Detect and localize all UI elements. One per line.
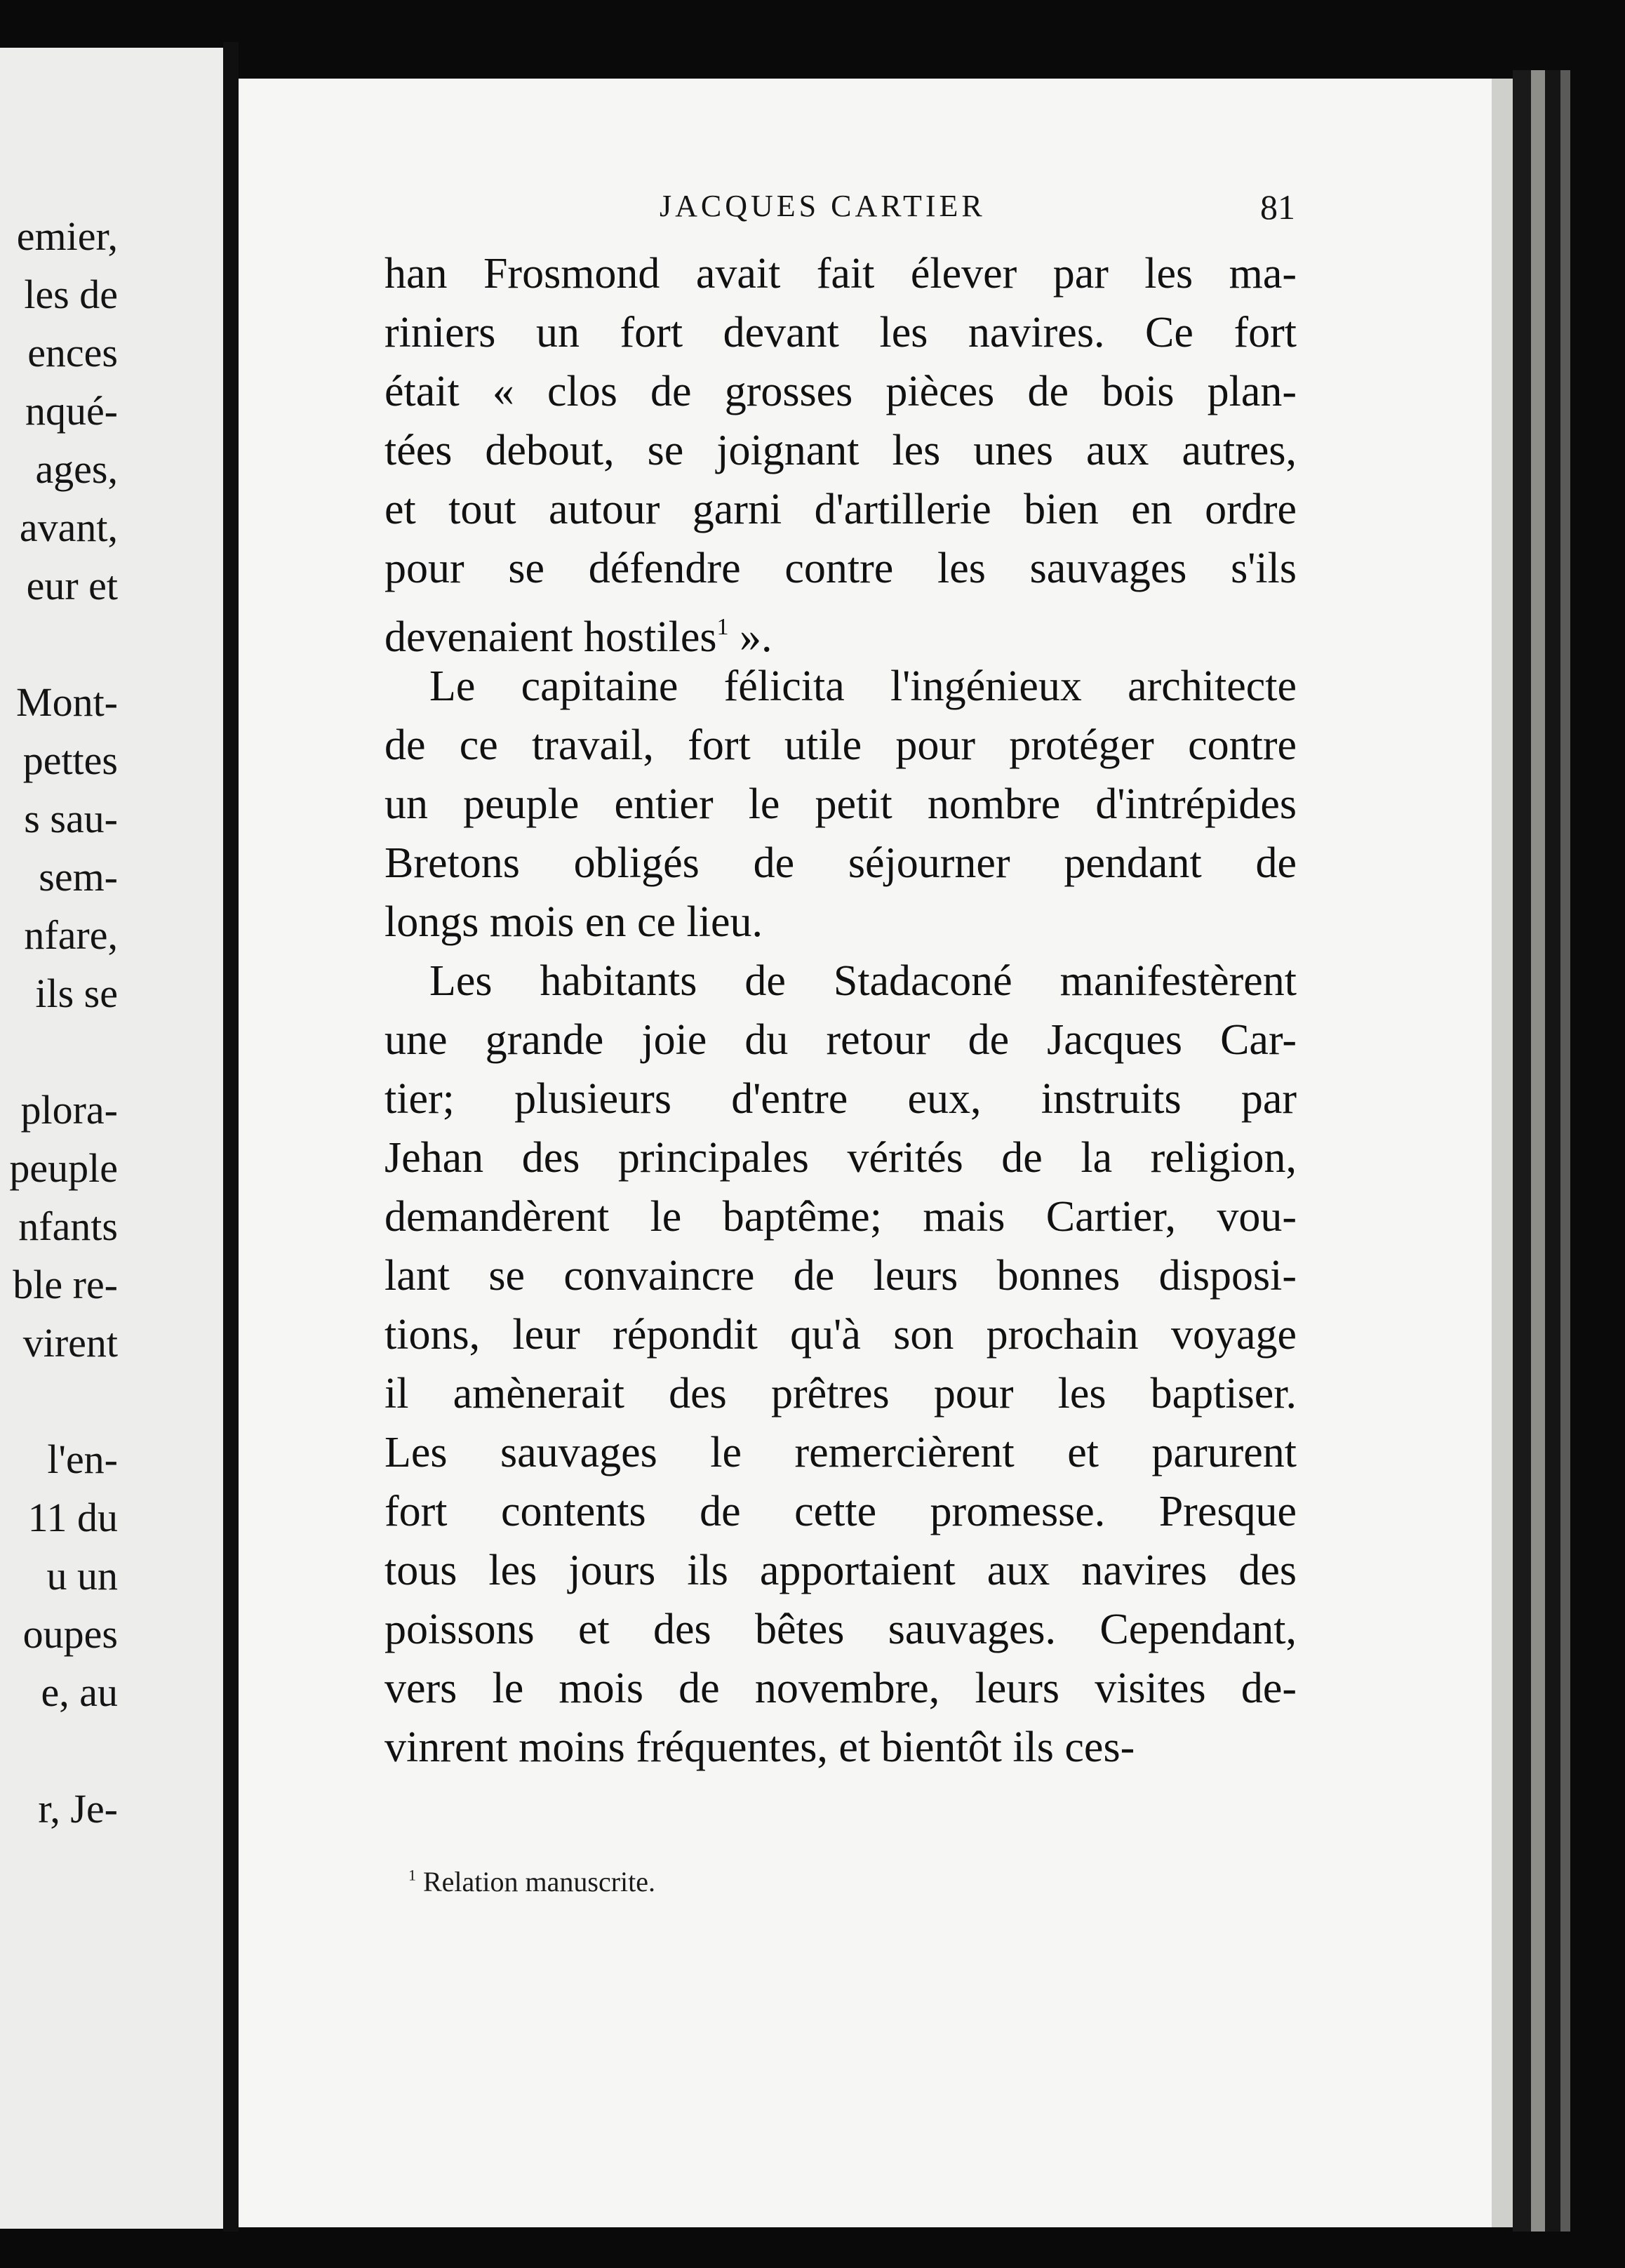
previous-page-line: virent <box>22 1320 118 1366</box>
text-line-content: tous les jours ils apportaient aux navires des <box>384 1547 1297 1594</box>
previous-page-line: ages, <box>35 446 118 492</box>
text-line-content: Bretons obligés de séjourner pendant de <box>384 839 1297 887</box>
text-line <box>384 657 1297 716</box>
previous-page-line: eur et <box>26 563 118 608</box>
previous-page-line: emier, <box>16 213 118 259</box>
text-line-content: lant se convaincre de leurs bonnes disposi- <box>384 1252 1297 1300</box>
text-line <box>384 834 1297 893</box>
text-line-content: pour se défendre contre les sauvages s'ils <box>384 545 1297 592</box>
text-line <box>384 1010 1297 1069</box>
text-line <box>384 775 1297 834</box>
text-line <box>384 539 1297 598</box>
page-number: 81 <box>1260 187 1295 227</box>
book-gutter <box>223 42 239 2232</box>
text-line <box>384 1541 1297 1600</box>
previous-page-line: s sau- <box>24 796 118 841</box>
text-line <box>384 1718 1297 1777</box>
previous-page-fragment <box>0 48 223 2229</box>
previous-page-line: e, au <box>41 1669 118 1715</box>
text-line-content: Jehan des principales vérités de la religion, <box>384 1134 1297 1182</box>
previous-page-line: oupes <box>22 1611 118 1657</box>
text-line-content: devenaient hostiles <box>384 613 717 661</box>
text-line-content: riniers un fort devant les navires. Ce fort <box>384 309 1297 356</box>
text-line-content: un peuple entier le petit nombre d'intrépides <box>384 780 1297 828</box>
previous-page-line: nqué- <box>25 388 118 434</box>
text-line-content: Les sauvages le remercièrent et parurent <box>384 1429 1297 1476</box>
text-line <box>384 362 1297 421</box>
text-line <box>384 893 1297 952</box>
text-line-content: Les habitants de Stadaconé manifestèrent <box>429 957 1297 1005</box>
text-line <box>384 1305 1297 1364</box>
page-edge <box>1531 70 1545 2232</box>
previous-page-line: Mont- <box>16 679 118 725</box>
text-line <box>384 1246 1297 1305</box>
text-line <box>384 1423 1297 1482</box>
text-line <box>384 952 1297 1010</box>
previous-page-line: pettes <box>22 738 118 783</box>
text-line-content: tions, leur répondit qu'à son prochain voyage <box>384 1311 1297 1359</box>
previous-page-line: nfants <box>18 1203 118 1249</box>
previous-page-line: peuple <box>9 1145 118 1191</box>
page-edge <box>1560 70 1570 2232</box>
previous-page-line: 11 du <box>27 1495 118 1540</box>
text-line <box>384 1069 1297 1128</box>
footnote <box>408 1865 655 1898</box>
text-line <box>384 1600 1297 1659</box>
text-line-content: vers le mois de novembre, leurs visites de- <box>384 1665 1297 1712</box>
previous-page-line: plora- <box>20 1087 118 1133</box>
text-line <box>384 480 1297 539</box>
page-edge <box>1492 79 1513 2227</box>
text-line <box>384 303 1297 362</box>
text-line-content: vinrent moins fréquentes, et bientôt ils ces- <box>384 1723 1135 1771</box>
text-line-content: il amènerait des prêtres pour les baptiser. <box>384 1370 1297 1418</box>
previous-page-line: ble re- <box>13 1262 118 1307</box>
previous-page-line: ils se <box>35 970 118 1016</box>
text-line <box>384 716 1297 775</box>
text-line <box>384 1364 1297 1423</box>
text-line <box>384 1128 1297 1187</box>
previous-page-line: u un <box>46 1553 118 1599</box>
text-line-content: était « clos de grosses pièces de bois plan- <box>384 368 1297 415</box>
text-line-content: une grande joie du retour de Jacques Car- <box>384 1016 1297 1064</box>
page-edge <box>1545 70 1560 2232</box>
page-edge <box>1513 70 1531 2232</box>
text-line-content: et tout autour garni d'artillerie bien en ordre <box>384 486 1297 533</box>
text-line-content: fort contents de cette promesse. Presque <box>384 1488 1297 1535</box>
footnote-marker: 1 <box>408 1866 416 1884</box>
text-line <box>384 1659 1297 1718</box>
text-line-content: demandèrent le baptême; mais Cartier, vou- <box>384 1193 1297 1241</box>
text-line <box>384 598 1297 661</box>
text-line <box>384 421 1297 480</box>
text-line-content: han Frosmond avait fait élever par les ma- <box>384 250 1297 298</box>
previous-page-line: ences <box>27 330 118 375</box>
previous-page-line: avant, <box>19 505 118 550</box>
text-line <box>384 1187 1297 1246</box>
running-head: JACQUES CARTIER <box>660 189 986 223</box>
footnote-text: Relation manuscrite. <box>423 1866 656 1897</box>
previous-page-line: l'en- <box>47 1436 118 1482</box>
text-line <box>384 1482 1297 1541</box>
footnote-reference: 1 <box>716 614 729 640</box>
text-line-content: tées debout, se joignant les unes aux autres, <box>384 427 1297 474</box>
text-line-content: poissons et des bêtes sauvages. Cependant, <box>384 1606 1297 1653</box>
previous-page-line: les de <box>24 272 118 317</box>
text-line-content: de ce travail, fort utile pour protéger contre <box>384 721 1297 769</box>
text-line <box>384 244 1297 303</box>
previous-page-line: sem- <box>39 854 118 900</box>
text-line-content: longs mois en ce lieu. <box>384 898 763 946</box>
text-line-content: Le capitaine félicita l'ingénieux architecte <box>429 662 1297 710</box>
previous-page-line: r, Je- <box>38 1786 118 1832</box>
text-line-content: tier; plusieurs d'entre eux, instruits par <box>384 1075 1297 1123</box>
closing-quote: ». <box>728 613 773 661</box>
previous-page-line: nfare, <box>24 912 118 958</box>
